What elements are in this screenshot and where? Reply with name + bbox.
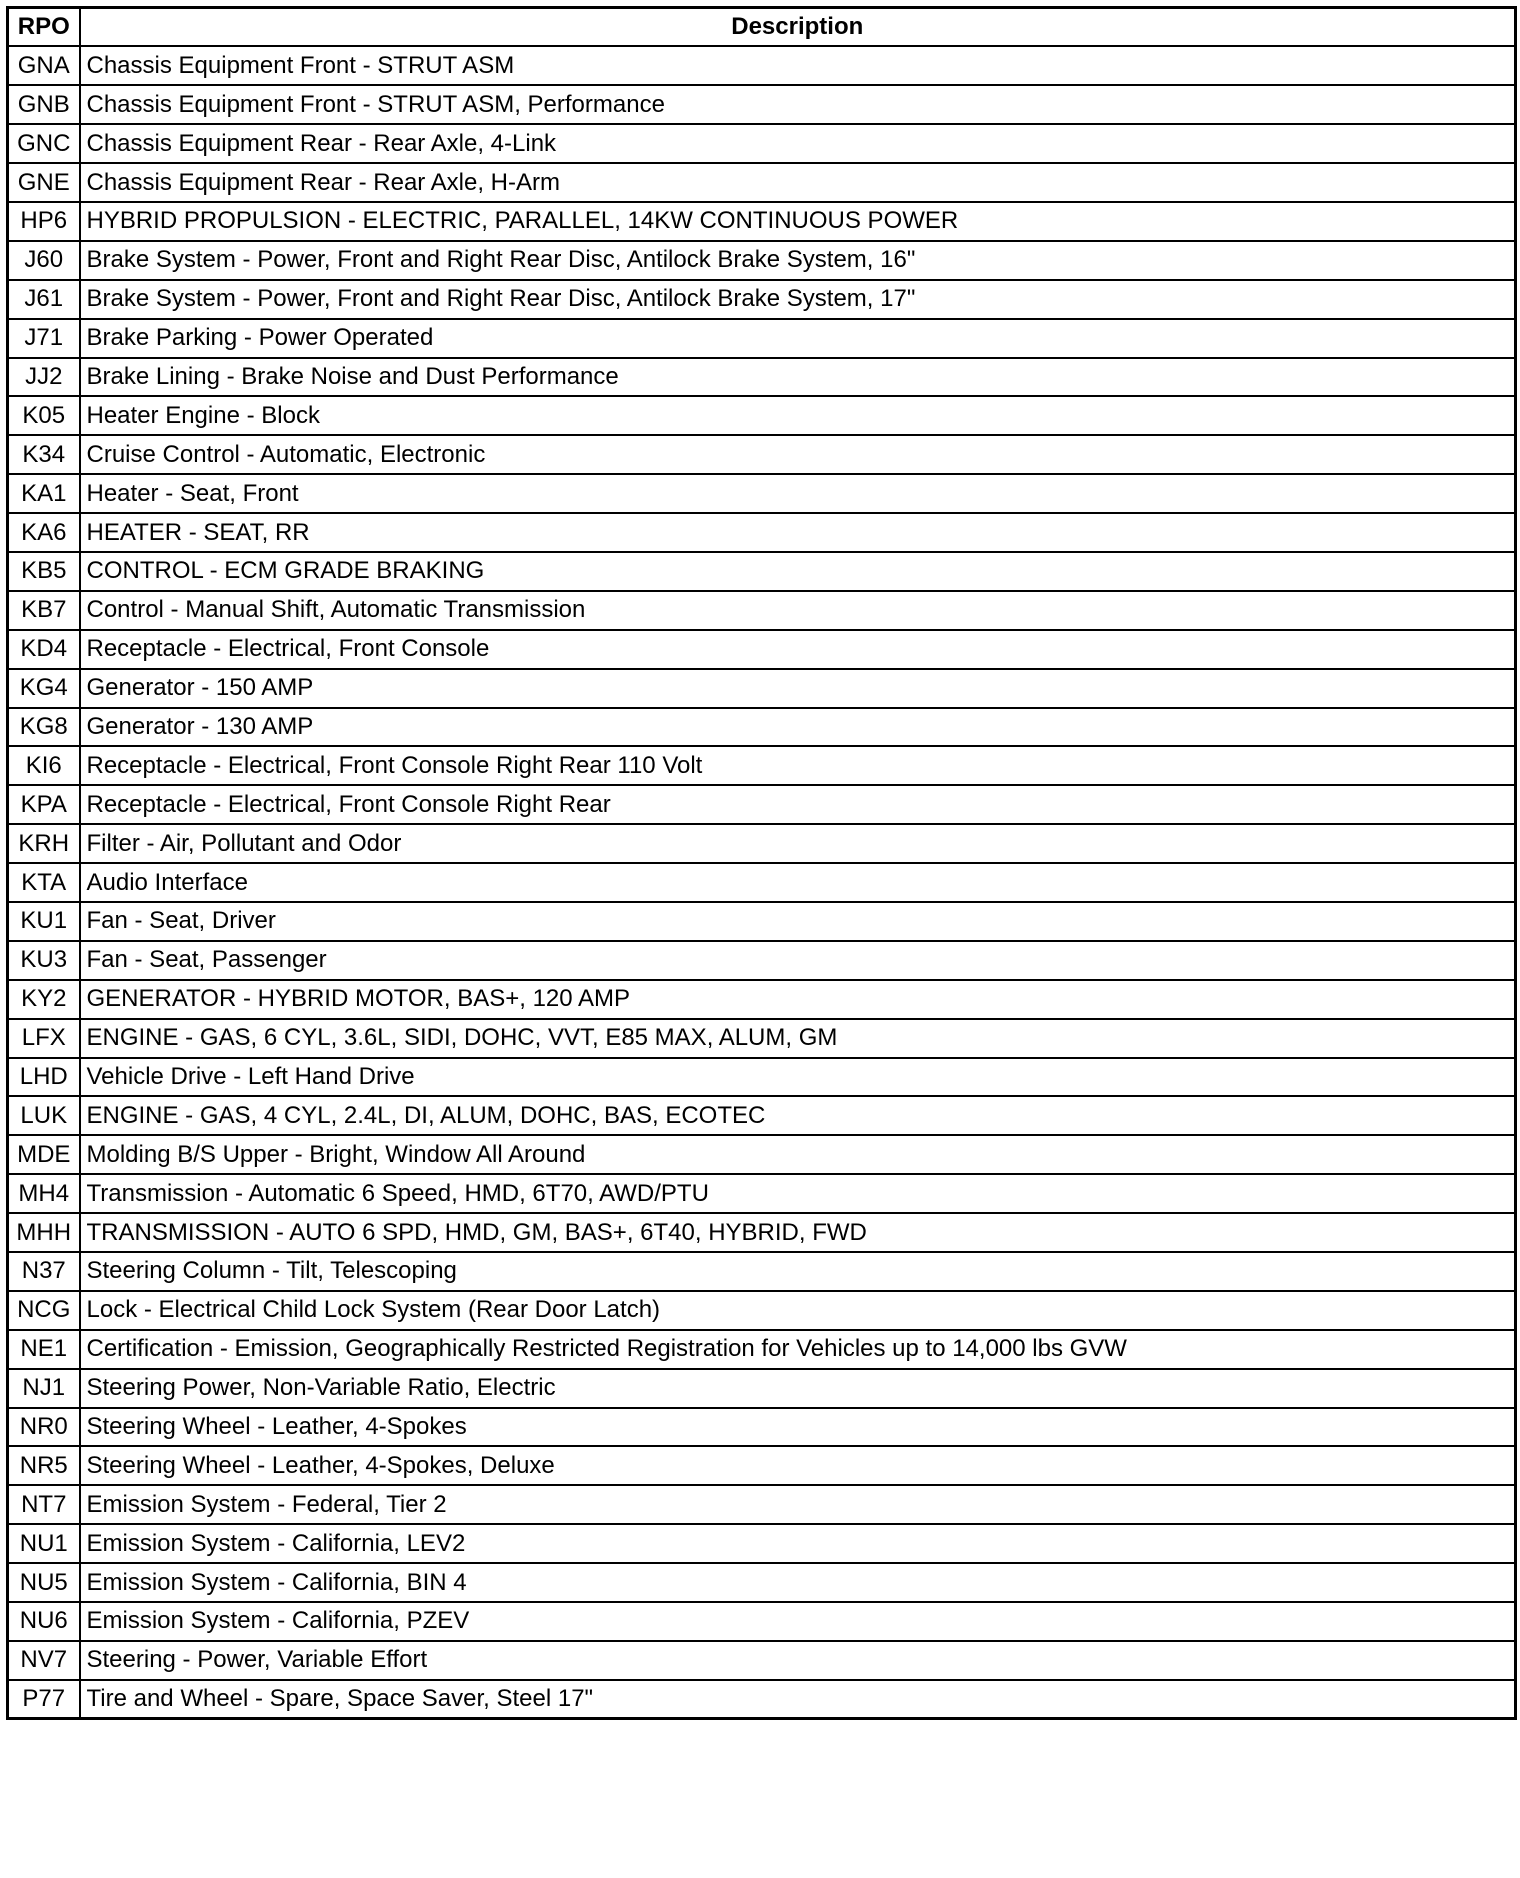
table-row (8, 591, 1516, 630)
table-row (8, 1641, 1516, 1680)
rpo-code-cell: KY2 (8, 980, 80, 1019)
rpo-code-cell: NT7 (8, 1485, 80, 1524)
table-row (8, 863, 1516, 902)
rpo-code-cell: K34 (8, 435, 80, 474)
table-row (8, 1369, 1516, 1408)
table-row (8, 1213, 1516, 1252)
rpo-code-cell: NR0 (8, 1408, 80, 1447)
description-cell: Chassis Equipment Rear - Rear Axle, H-Arm (80, 163, 1516, 202)
table-row (8, 1058, 1516, 1097)
rpo-code-cell: LUK (8, 1096, 80, 1135)
rpo-code-cell: J71 (8, 319, 80, 358)
table-row (8, 1680, 1516, 1719)
table-row (8, 980, 1516, 1019)
rpo-code-cell: P77 (8, 1680, 80, 1719)
rpo-code-cell: MDE (8, 1135, 80, 1174)
description-cell: Steering Power, Non-Variable Ratio, Electric (80, 1369, 1516, 1408)
description-cell: Tire and Wheel - Spare, Space Saver, Steel 17" (80, 1680, 1516, 1719)
description-cell: Molding B/S Upper - Bright, Window All Around (80, 1135, 1516, 1174)
description-cell: Steering Wheel - Leather, 4-Spokes (80, 1408, 1516, 1447)
rpo-code-cell: KA6 (8, 513, 80, 552)
rpo-code-cell: MHH (8, 1213, 80, 1252)
table-row (8, 1408, 1516, 1447)
rpo-code-cell: N37 (8, 1252, 80, 1291)
description-cell: Brake System - Power, Front and Right Rear Disc, Antilock Brake System, 17" (80, 280, 1516, 319)
rpo-code-cell: LFX (8, 1019, 80, 1058)
table-row (8, 1446, 1516, 1485)
table-row (8, 1563, 1516, 1602)
rpo-code-cell: KB7 (8, 591, 80, 630)
description-cell: Audio Interface (80, 863, 1516, 902)
rpo-code-cell: KTA (8, 863, 80, 902)
table-row (8, 319, 1516, 358)
description-cell: Chassis Equipment Rear - Rear Axle, 4-Link (80, 124, 1516, 163)
table-row (8, 1019, 1516, 1058)
rpo-code-cell: MH4 (8, 1174, 80, 1213)
rpo-code-cell: KD4 (8, 630, 80, 669)
header-description: Description (80, 8, 1516, 47)
table-header (8, 8, 1516, 47)
description-cell: Brake System - Power, Front and Right Rear Disc, Antilock Brake System, 16" (80, 241, 1516, 280)
rpo-code-cell: NCG (8, 1291, 80, 1330)
description-cell: ENGINE - GAS, 6 CYL, 3.6L, SIDI, DOHC, VVT, E85 MAX, ALUM, GM (80, 1019, 1516, 1058)
rpo-code-cell: KRH (8, 824, 80, 863)
description-cell: Emission System - Federal, Tier 2 (80, 1485, 1516, 1524)
table-row (8, 202, 1516, 241)
rpo-code-cell: HP6 (8, 202, 80, 241)
table-row (8, 1174, 1516, 1213)
description-cell: Fan - Seat, Driver (80, 902, 1516, 941)
description-cell: Transmission - Automatic 6 Speed, HMD, 6T70, AWD/PTU (80, 1174, 1516, 1213)
table-row (8, 1096, 1516, 1135)
table-row (8, 1602, 1516, 1641)
table-row (8, 902, 1516, 941)
description-cell: Emission System - California, LEV2 (80, 1524, 1516, 1563)
description-cell: Lock - Electrical Child Lock System (Rear Door Latch) (80, 1291, 1516, 1330)
table-row (8, 163, 1516, 202)
table-row (8, 785, 1516, 824)
rpo-code-cell: NV7 (8, 1641, 80, 1680)
table-row (8, 630, 1516, 669)
rpo-code-cell: KU3 (8, 941, 80, 980)
rpo-code-cell: J61 (8, 280, 80, 319)
rpo-code-cell: KG4 (8, 669, 80, 708)
rpo-code-cell: J60 (8, 241, 80, 280)
description-cell: GENERATOR - HYBRID MOTOR, BAS+, 120 AMP (80, 980, 1516, 1019)
table-row (8, 46, 1516, 85)
description-cell: Brake Lining - Brake Noise and Dust Performance (80, 358, 1516, 397)
description-cell: Generator - 150 AMP (80, 669, 1516, 708)
header-rpo: RPO (8, 8, 80, 47)
table-row (8, 474, 1516, 513)
table-body (8, 46, 1516, 1718)
description-cell: Generator - 130 AMP (80, 708, 1516, 747)
rpo-code-cell: NU6 (8, 1602, 80, 1641)
rpo-code-cell: NJ1 (8, 1369, 80, 1408)
description-cell: Receptacle - Electrical, Front Console Right Rear (80, 785, 1516, 824)
description-cell: Cruise Control - Automatic, Electronic (80, 435, 1516, 474)
rpo-code-cell: KPA (8, 785, 80, 824)
description-cell: Vehicle Drive - Left Hand Drive (80, 1058, 1516, 1097)
description-cell: ENGINE - GAS, 4 CYL, 2.4L, DI, ALUM, DOHC, BAS, ECOTEC (80, 1096, 1516, 1135)
table-row (8, 1252, 1516, 1291)
description-cell: Heater - Seat, Front (80, 474, 1516, 513)
rpo-code-cell: K05 (8, 396, 80, 435)
description-cell: Steering Wheel - Leather, 4-Spokes, Deluxe (80, 1446, 1516, 1485)
description-cell: Fan - Seat, Passenger (80, 941, 1516, 980)
table-row (8, 358, 1516, 397)
description-cell: TRANSMISSION - AUTO 6 SPD, HMD, GM, BAS+, 6T40, HYBRID, FWD (80, 1213, 1516, 1252)
rpo-code-cell: KB5 (8, 552, 80, 591)
table-row (8, 1524, 1516, 1563)
table-row (8, 824, 1516, 863)
table-row (8, 280, 1516, 319)
description-cell: Chassis Equipment Front - STRUT ASM, Performance (80, 85, 1516, 124)
table-row (8, 1485, 1516, 1524)
rpo-code-cell: GNE (8, 163, 80, 202)
rpo-code-cell: NE1 (8, 1330, 80, 1369)
header-row (8, 8, 1516, 47)
rpo-code-cell: JJ2 (8, 358, 80, 397)
table-row (8, 669, 1516, 708)
description-cell: HYBRID PROPULSION - ELECTRIC, PARALLEL, 14KW CONTINUOUS POWER (80, 202, 1516, 241)
rpo-code-cell: NU1 (8, 1524, 80, 1563)
description-cell: HEATER - SEAT, RR (80, 513, 1516, 552)
rpo-code-cell: NR5 (8, 1446, 80, 1485)
rpo-code-cell: KA1 (8, 474, 80, 513)
description-cell: Receptacle - Electrical, Front Console Right Rear 110 Volt (80, 746, 1516, 785)
description-cell: Emission System - California, PZEV (80, 1602, 1516, 1641)
rpo-code-cell: KG8 (8, 708, 80, 747)
description-cell: Steering - Power, Variable Effort (80, 1641, 1516, 1680)
rpo-code-cell: GNB (8, 85, 80, 124)
description-cell: CONTROL - ECM GRADE BRAKING (80, 552, 1516, 591)
table-row (8, 513, 1516, 552)
description-cell: Heater Engine - Block (80, 396, 1516, 435)
description-cell: Brake Parking - Power Operated (80, 319, 1516, 358)
table-row (8, 85, 1516, 124)
table-row (8, 124, 1516, 163)
rpo-code-cell: LHD (8, 1058, 80, 1097)
table-row (8, 241, 1516, 280)
rpo-code-cell: NU5 (8, 1563, 80, 1602)
rpo-code-cell: KI6 (8, 746, 80, 785)
table-row (8, 708, 1516, 747)
table-row (8, 941, 1516, 980)
table-row (8, 1291, 1516, 1330)
table-row (8, 552, 1516, 591)
table-row (8, 1135, 1516, 1174)
table-row (8, 746, 1516, 785)
table-row (8, 1330, 1516, 1369)
table-row (8, 396, 1516, 435)
table-row (8, 435, 1516, 474)
rpo-code-cell: GNC (8, 124, 80, 163)
rpo-table (6, 6, 1517, 1720)
description-cell: Receptacle - Electrical, Front Console (80, 630, 1516, 669)
description-cell: Certification - Emission, Geographically Restricted Registration for Vehicles up to 14,000 lbs GVW (80, 1330, 1516, 1369)
description-cell: Filter - Air, Pollutant and Odor (80, 824, 1516, 863)
description-cell: Steering Column - Tilt, Telescoping (80, 1252, 1516, 1291)
description-cell: Control - Manual Shift, Automatic Transmission (80, 591, 1516, 630)
description-cell: Emission System - California, BIN 4 (80, 1563, 1516, 1602)
rpo-code-cell: KU1 (8, 902, 80, 941)
description-cell: Chassis Equipment Front - STRUT ASM (80, 46, 1516, 85)
rpo-code-cell: GNA (8, 46, 80, 85)
